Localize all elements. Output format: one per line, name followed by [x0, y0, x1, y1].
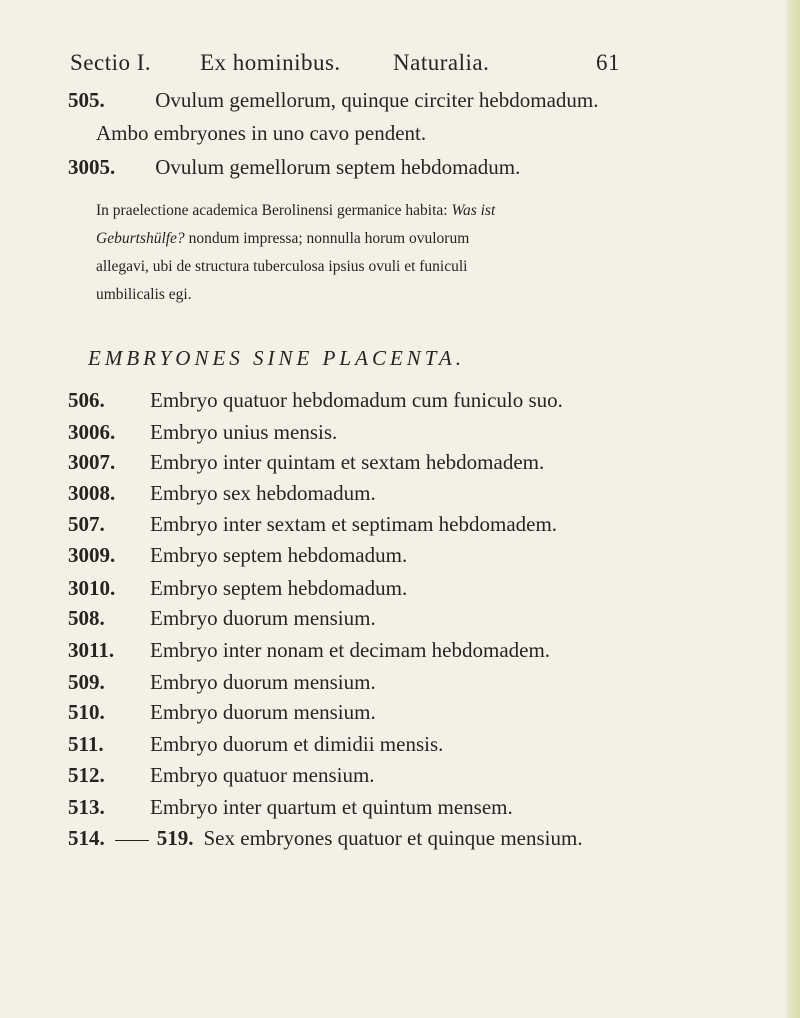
page-number: 61 [596, 50, 620, 75]
entry-number: 3008. [68, 481, 116, 505]
range-dash [115, 840, 149, 841]
note-line-3: allegavi, ubi de structura tuberculosa ipsius ovuli et funiculi [96, 258, 468, 275]
catalog-entry [68, 576, 407, 601]
entry-number: 512. [68, 763, 105, 787]
note-line-4: umbilicalis egi. [96, 286, 192, 303]
entry-text: Embryo duorum mensium. [150, 606, 376, 630]
entry-number: 3007. [68, 450, 116, 474]
catalog-entry [68, 155, 520, 180]
note-line-1 [96, 202, 495, 220]
entry-number: 3010. [68, 576, 116, 600]
entry-number: 511. [68, 732, 104, 756]
entry-text: Embryo inter sextam et septimam hebdomadem. [150, 512, 558, 536]
entry-number: 3005. [68, 155, 116, 179]
entry-text: Embryo inter nonam et decimam hebdomadem. [150, 638, 551, 662]
page-edge-shading [786, 0, 800, 1018]
catalog-entry [68, 481, 376, 506]
note-text: nondum impressa; nonnulla horum ovulorum [188, 230, 470, 247]
section-title: EMBRYONES SINE PLACENTA. [88, 346, 465, 370]
catalog-entry [68, 388, 563, 413]
note-text: In praelectione academica Berolinensi germanice habita: [96, 202, 448, 219]
entry-number: 508. [68, 606, 105, 630]
catalog-entry [68, 732, 443, 757]
entry-text: Sex embryones quatuor et quinque mensium. [203, 826, 583, 850]
entry-text: Ovulum gemellorum septem hebdomadum. [155, 155, 521, 179]
entry-text: Embryo inter quintam et sextam hebdomadem. [150, 450, 545, 474]
entry-number: 3006. [68, 420, 116, 444]
catalog-entry [68, 420, 337, 445]
header-part: Ex hominibus. [200, 50, 341, 75]
header-subject: Naturalia. [393, 50, 490, 75]
entry-number: 510. [68, 700, 105, 724]
note-line-2 [96, 230, 469, 248]
entry-number: 3011. [68, 638, 115, 662]
entry-number-to: 519. [156, 826, 194, 850]
entry-text: Embryo septem hebdomadum. [150, 543, 408, 567]
entry-number: 513. [68, 795, 105, 819]
entry-text: Embryo quatuor hebdomadum cum funiculo suo. [150, 388, 563, 412]
entry-number: 505. [68, 88, 105, 112]
catalog-entry [68, 670, 376, 695]
catalog-entry [68, 450, 544, 475]
entry-text: Embryo sex hebdomadum. [150, 481, 376, 505]
entry-text: Embryo duorum mensium. [150, 670, 376, 694]
catalog-entry [68, 606, 376, 631]
header-section: Sectio I. [70, 50, 152, 75]
entry-number: 509. [68, 670, 105, 694]
entry-number-from: 514. [68, 826, 105, 850]
catalog-entry-range [68, 826, 583, 851]
entry-number: 3009. [68, 543, 116, 567]
entry-text: Embryo duorum mensium. [150, 700, 376, 724]
entry-text: Embryo inter quartum et quintum mensem. [150, 795, 513, 819]
entry-number: 506. [68, 388, 105, 412]
note-italic-title: Geburtshülfe? [96, 230, 185, 247]
entry-text: Embryo septem hebdomadum. [150, 576, 408, 600]
entry-continuation: Ambo embryones in uno cavo pendent. [96, 121, 427, 145]
note-italic-title: Was ist [451, 202, 496, 219]
catalog-entry [68, 638, 550, 663]
entry-text: Embryo duorum et dimidii mensis. [150, 732, 444, 756]
catalog-entry [68, 88, 598, 113]
running-header [70, 50, 630, 84]
catalog-entry [68, 512, 557, 537]
entry-text: Embryo quatuor mensium. [150, 763, 375, 787]
catalog-entry [68, 795, 513, 820]
catalog-entry [68, 543, 407, 568]
entry-text: Embryo unius mensis. [150, 420, 338, 444]
catalog-entry [68, 700, 376, 725]
entry-number: 507. [68, 512, 105, 536]
entry-text: Ovulum gemellorum, quinque circiter hebdomadum. [155, 88, 599, 112]
catalog-entry [68, 763, 375, 788]
